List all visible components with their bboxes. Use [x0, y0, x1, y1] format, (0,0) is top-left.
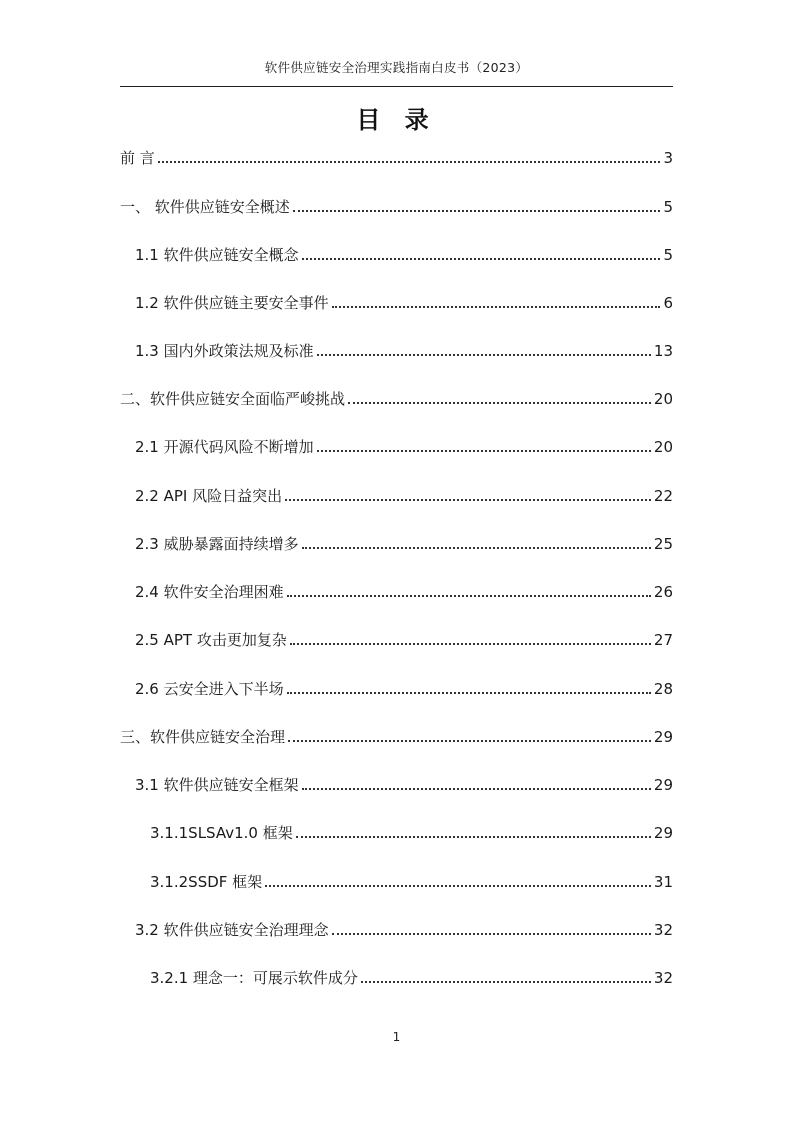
dot-leader	[265, 885, 651, 887]
dot-leader	[293, 210, 661, 212]
toc-entry-page: 25	[653, 535, 673, 553]
toc-entry-chapter-2[interactable]	[120, 388, 673, 410]
dot-leader	[287, 595, 651, 597]
toc-entry-section-2-5[interactable]	[135, 629, 673, 651]
toc-entry-page: 5	[663, 246, 673, 264]
toc-entry-label: 1.1 软件供应链安全概念	[135, 246, 299, 264]
toc-entry-page: 31	[653, 873, 673, 891]
toc-entry-section-2-2[interactable]	[135, 485, 673, 507]
toc-entry-label: 2.1 开源代码风险不断增加	[135, 438, 314, 456]
toc-entry-section-1-2[interactable]	[135, 292, 673, 314]
toc-entry-label: 2.6 云安全进入下半场	[135, 680, 284, 698]
toc-entry-page: 22	[653, 487, 673, 505]
page-number: 1	[392, 1030, 401, 1044]
toc-entry-label: 3.1 软件供应链安全框架	[135, 776, 299, 794]
dot-leader	[317, 450, 651, 452]
toc-entry-page: 6	[663, 294, 673, 312]
toc-entry-section-2-4[interactable]	[135, 581, 673, 603]
toc-entry-page: 29	[653, 728, 673, 746]
toc-entry-label: 1.2 软件供应链主要安全事件	[135, 294, 329, 312]
dot-leader	[302, 258, 661, 260]
toc-entry-page: 20	[653, 438, 673, 456]
toc-entry-label: 2.3 威胁暴露面持续增多	[135, 535, 299, 553]
toc-entry-label: 三、软件供应链安全治理	[120, 728, 286, 746]
dot-leader	[285, 499, 651, 501]
toc-entry-label: 2.2 API 风险日益突出	[135, 487, 283, 505]
dot-leader	[361, 981, 651, 983]
toc-entry-page: 27	[653, 631, 673, 649]
toc-entry-label: 前 言	[120, 149, 155, 167]
toc-entry-label: 3.1.1SLSAv1.0 框架	[150, 824, 293, 842]
toc-entry-section-2-6[interactable]	[135, 678, 673, 700]
toc-entry-page: 29	[653, 824, 673, 842]
toc-entry-chapter-3[interactable]	[120, 726, 673, 748]
toc-entry-page: 5	[663, 198, 673, 216]
toc-entry-page: 32	[653, 969, 673, 987]
toc-entry-page: 26	[653, 583, 673, 601]
toc-entry-label: 3.2.1 理念一：可展示软件成分	[150, 969, 358, 987]
toc-entry-label: 1.3 国内外政策法规及标准	[135, 342, 314, 360]
dot-leader	[296, 836, 651, 838]
dot-leader	[317, 354, 651, 356]
dot-leader	[348, 402, 651, 404]
toc-entry-label: 3.2 软件供应链安全治理理念	[135, 921, 329, 939]
toc-entry-label: 3.1.2SSDF 框架	[150, 873, 263, 891]
toc-entry-chapter-1[interactable]	[120, 196, 673, 218]
toc-title: 目 录	[356, 106, 437, 134]
dot-leader	[290, 643, 651, 645]
running-header: 软件供应链安全治理实践指南白皮书（2023）	[264, 60, 529, 75]
toc-entry-section-2-3[interactable]	[135, 533, 673, 555]
toc-entry-section-3-2-1[interactable]	[150, 967, 673, 989]
toc-entry-section-3-2[interactable]	[135, 919, 673, 941]
toc-entry-section-3-1-2[interactable]	[150, 871, 673, 893]
toc-entry-section-1-1[interactable]	[135, 244, 673, 266]
toc-entry-label: 二、软件供应链安全面临严峻挑战	[120, 390, 346, 408]
toc-entry-page: 3	[663, 149, 673, 167]
dot-leader	[287, 692, 651, 694]
toc-entry-page: 29	[653, 776, 673, 794]
toc-entry-page: 32	[653, 921, 673, 939]
toc-entry-page: 20	[653, 390, 673, 408]
toc-entry-section-3-1[interactable]	[135, 774, 673, 796]
dot-leader	[158, 161, 661, 163]
dot-leader	[288, 740, 651, 742]
toc-entry-section-3-1-1[interactable]	[150, 822, 673, 844]
toc-entry-label: 2.5 APT 攻击更加复杂	[135, 631, 287, 649]
toc-entry-page: 13	[653, 342, 673, 360]
dot-leader	[302, 788, 651, 790]
dot-leader	[302, 547, 651, 549]
toc-entry-page: 28	[653, 680, 673, 698]
toc-entry-section-1-3[interactable]	[135, 340, 673, 362]
toc-entry-label: 2.4 软件安全治理困难	[135, 583, 284, 601]
toc-entry-section-2-1[interactable]	[135, 436, 673, 458]
dot-leader	[332, 933, 651, 935]
toc-entry-label: 一、 软件供应链安全概述	[120, 198, 290, 216]
toc-entry-preface[interactable]	[120, 147, 673, 169]
dot-leader	[332, 306, 661, 308]
